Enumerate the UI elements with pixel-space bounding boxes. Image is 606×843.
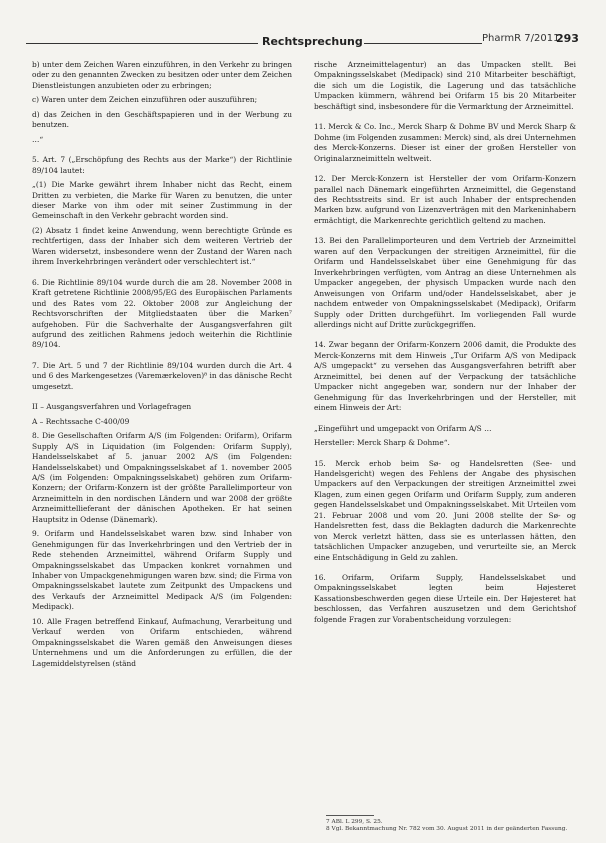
journal-issue: PharmR 7/2011 (482, 33, 560, 44)
footnote-divider (326, 815, 374, 816)
paragraph: …“ (32, 134, 44, 144)
footnote: 7 ABl. L 299, S. 25. (326, 819, 383, 825)
paragraph: 16. Orifarm, Orifarm Supply, Handelsselskabet und Ompakningsselskabet legten beim Højesteret Kassationsbeschwerden gegen diese Urteile ein. Der Højesteret hat beschlossen, das Verfahren auszusetzen und dem Gerichtshof folgende Fragen zur Vorabentscheidung vorzulegen: (314, 573, 576, 624)
paragraph: 10. Alle Fragen betreffend Einkauf, Aufmachung, Verarbeitung und Verkauf werden von Orifarm entschieden, während Ompakningsselskabet die Waren gemäß den Anweisungen dieses Unternehmens und um die Anforderungen zu erfüllen, die der Lagemiddelstyrelsen (ständ (32, 616, 292, 668)
paragraph: 11. Merck & Co. Inc., Merck Sharp & Dohme BV und Merck Sharp & Dohme (im Folgenden zusammen: Merck) sind, als drei Unternehmen des Merck-Konzerns. Dieser ist einer der großen Hersteller von Originalarzneimitteln weltweit. (314, 122, 576, 163)
header-rule-right (364, 43, 482, 44)
right-column (314, 60, 576, 635)
section-title: Rechtsprechung (262, 35, 363, 48)
paragraph: 13. Bei den Parallelimporteuren und dem Vertrieb der Arzneimittel waren auf den Verpackungen der streitigen Arzneimittel, für die Orifarm und Handelsselskabet über eine Genehmigung für das Inverkehrbringen verfügten, vom Antrag an diese Unternehmen als Umpacker angegeben, der physisch Umpacken wurde nach den Anweisungen von Orifarm und/oder Handelsselskabet, aber je nachdem entweder von Ompakningsselskabet (Medipack), Orifarm Supply oder Dritten durchgeführt. Im vorliegenden Fall wurde allerdings nicht auf Dritte zurückgegriffen. (314, 236, 576, 329)
paragraph: b) unter dem Zeichen Waren einzuführen, in den Verkehr zu bringen oder zu den genannten Zwecken zu besitzen oder unter dem Zeichen Dienstleistungen anzubieten oder zu erbringen; (32, 60, 292, 90)
paragraph: 9. Orifarm und Handelsselskabet waren bzw. sind Inhaber von Genehmigungen für das Inverkehrbringen und den Vertrieb der in Rede stehenden Arzneimittel, während Orifarm Supply und Ompakningsselskabet das Umpacken konkret vornahmen und Inhaber von Umpackgenehmigungen waren bzw. sind; die Firma von Ompakningsselskabet lautete zum Zeitpunkt des Umpackens und des Verkaufs der Arzneimittel Medipack A/S (im Folgenden: Medipack). (32, 529, 292, 612)
page-number: 293 (556, 32, 579, 45)
paragraph: rische Arzneimittelagentur) an das Umpacken stellt. Bei Ompakningsselskabet (Medipack) sind 210 Mitarbeiter beschäftigt, die sich um die Logistik, die Lagerung und das tatsächliche Umpacken kümmern, während bei Orifarm 15 bis 20 Mitarbeiter beschäftigt sind, insbesondere für die Vermarktung der Arzneimittel. (314, 60, 576, 111)
subheading: A – Rechtssache C-400/09 (32, 416, 130, 426)
paragraph: 8. Die Gesellschaften Orifarm A/S (im Folgenden: Orifarm), Orifarm Supply A/S in Liquidation (im Folgenden: Orifarm Supply), Handelsselskabet af 5. januar 2002 A/S (im Folgenden: Handelsselskabet) und Ompakningsselskabet af 1. november 2005 A/S (im Folgenden: Ompakningsselskabet) gehören zum Orifarm-Konzern; der Orifarm-Konzern ist der größte Parallelimporteur von Arzneimitteln in den nordischen Ländern und war 2008 der größte Arzneimittellieferant der dänischen Apotheken. Er hat seinen Hauptsitz in Odense (Dänemark). (32, 431, 292, 524)
page-header (26, 27, 580, 53)
footnote: 8 Vgl. Bekanntmachung Nr. 782 vom 30. August 2011 in der geänderten Fassung. (326, 826, 568, 833)
paragraph: 15. Merck erhob beim Sø- og Handelsretten (See- und Handelsgericht) wegen des Fehlens der Angabe des physischen Umpackers auf den Verpackungen der streitigen Arzneimittel zwei Klagen, zum einen gegen Orifarm und Orifarm Supply, zum anderen gegen Handelsselskabet und Ompakningsselskabet. Mit Urteilen vom 21. Februar 2008 und vom 20. Juni 2008 stellte der Sø- og Handelsretten fest, dass die Beklagten dadurch die Markenrechte von Merck verletzt hätten, dass sie es unterlassen hätten, den tatsächlichen Umpacker anzugeben, und verurteilte sie, an Merck eine Entschädigung in Geld zu zahlen. (314, 458, 576, 562)
quotation: „Eingeführt und umgepackt von Orifarm A/S … (314, 423, 492, 433)
footnotes (326, 819, 574, 833)
subheading: II – Ausgangsverfahren und Vorlagefragen (32, 402, 192, 412)
paragraph: (2) Absatz 1 findet keine Anwendung, wenn berechtigte Gründe es rechtfertigen, dass der Inhaber sich dem weiteren Vertrieb der Waren widersetzt, insbesondere wenn der Zustand der Waren nach ihrem Inverkehrbringen verändert oder verschlechtert ist.“ (32, 225, 292, 267)
quotation: Hersteller: Merck Sharp & Dohme“. (314, 438, 450, 448)
paragraph: 12. Der Merck-Konzern ist Hersteller der vom Orifarm-Konzern parallel nach Dänemark eingeführten Arzneimittel, die Gegenstand des Rechtsstreits sind. Er ist auch Inhaber der entsprechenden Marken bzw. aufgrund von Lizenzverträgen mit den Markeninhabern ermächtigt, die Markenrechte gerichtlich geltend zu machen. (314, 174, 576, 225)
left-column (32, 60, 292, 673)
paragraph: 14. Zwar begann der Orifarm-Konzern 2006 damit, die Produkte des Merck-Konzerns mit dem Hinweis „Tur Orifarm A/S von Medipack A/S umgepackt“ zu versehen das Ausgangsverfahren betrifft aber Arzneimittel, bei denen auf der Verpackung der tatsächliche Umpacker nicht angegeben war, sondern nur der Inhaber der Genehmigung für das Inverkehrbringen und der Hersteller, mit einem Hinweis der Art: (314, 340, 576, 413)
header-rule-left (26, 43, 258, 44)
paragraph: 5. Art. 7 („Erschöpfung des Rechts aus der Marke“) der Richtlinie 89/104 lautet: (32, 155, 292, 175)
paragraph: 6. Die Richtlinie 89/104 wurde durch die am 28. November 2008 in Kraft getretene Richtlinie 2008/95/EG des Europäischen Parlaments und des Rates vom 22. Oktober 2008 zur Angleichung der Rechtsvorschriften der Mitgliedstaaten über die Marken⁷ aufgehoben. Für die Sachverhalte der Ausgangsverfahren gilt aufgrund des zeitlichen Rahmens jedoch weiterhin die Richtlinie 89/104. (32, 277, 292, 350)
paragraph: c) Waren unter dem Zeichen einzuführen oder auszuführen; (32, 95, 258, 105)
paragraph: „(1) Die Marke gewährt ihrem Inhaber nicht das Recht, einem Dritten zu verbieten, die Marke für Waren zu benutzen, die unter dieser Marke von ihm oder mit seiner Zustimmung in der Gemeinschaft in den Verkehr gebracht worden sind. (32, 180, 292, 221)
paragraph: d) das Zeichen in den Geschäftspapieren und in der Werbung zu benutzen. (32, 109, 292, 130)
paragraph: 7. Die Art. 5 und 7 der Richtlinie 89/104 wurden durch die Art. 4 und 6 des Markengesetzes (Varemærkeloven)⁸ in das dänische Recht umgesetzt. (32, 360, 292, 391)
